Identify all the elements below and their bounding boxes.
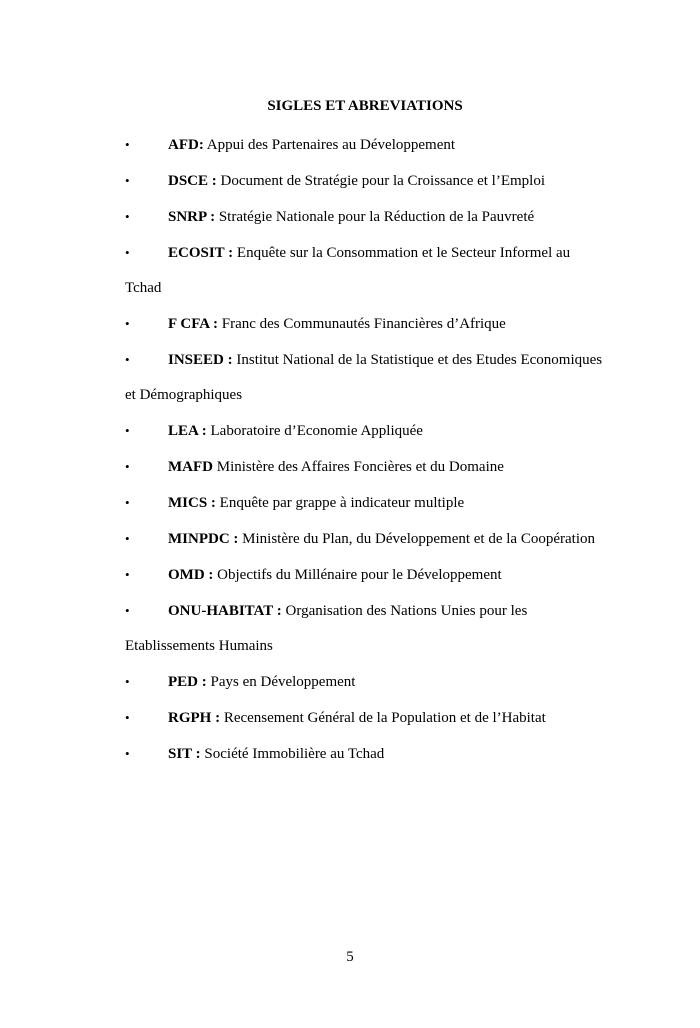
abbreviation-definition: Enquête sur la Consommation et le Secteur Informel au Tchad [125,245,571,296]
bullet-marker: • [125,495,130,510]
abbreviation-definition: Ministère des Affaires Foncières et du Domaine [216,459,504,475]
abbreviation-definition: Objectifs du Millénaire pour le Développement [217,567,502,583]
abbreviation-entry [125,199,605,235]
bullet-marker: • [125,352,130,367]
abbreviation-definition: Pays en Développement [210,674,356,690]
page-title: SIGLES ET ABREVIATIONS [267,98,463,114]
abbreviation-term: SNRP : [168,209,216,225]
bullet-marker: • [125,603,130,618]
abbreviation-entry [125,163,605,199]
abbreviation-term: INSEED : [168,352,233,368]
abbreviation-entry [125,306,605,342]
abbreviation-entry [125,127,605,163]
abbreviation-term: MAFD [168,459,213,475]
abbreviation-entry [125,413,605,449]
page-content [125,96,605,772]
abbreviation-term: MINPDC : [168,531,239,547]
abbreviation-definition: Recensement Général de la Population et de l’Habitat [223,710,546,726]
abbreviation-entry [125,736,605,772]
abbreviation-term: OMD : [168,567,214,583]
abbreviation-definition: Société Immobilière au Tchad [204,746,385,762]
abbreviation-term: F CFA : [168,316,218,332]
bullet-marker: • [125,710,130,725]
abbreviation-entry [125,557,605,593]
abbreviation-definition: Document de Stratégie pour la Croissance et l’Emploi [220,173,546,189]
bullet-marker: • [125,567,130,582]
abbreviation-term: ECOSIT : [168,245,234,261]
bullet-marker: • [125,245,130,260]
page-number: 5 [346,949,354,965]
abbreviation-definition: Institut National de la Statistique et des Etudes Economiques et Démographiques [125,352,603,403]
abbreviation-term: AFD: [168,137,204,153]
abbreviation-list [125,127,605,772]
abbreviation-entry [125,485,605,521]
abbreviation-term: PED : [168,674,207,690]
bullet-marker: • [125,674,130,689]
abbreviation-definition: Enquête par grappe à indicateur multiple [219,495,465,511]
abbreviation-entry [125,449,605,485]
bullet-marker: • [125,746,130,761]
abbreviation-entry [125,235,605,306]
abbreviation-entry [125,521,605,557]
abbreviation-term: DSCE : [168,173,217,189]
bullet-marker: • [125,316,130,331]
abbreviation-definition: Laboratoire d’Economie Appliquée [210,423,423,439]
abbreviation-term: MICS : [168,495,216,511]
abbreviation-term: LEA : [168,423,207,439]
abbreviation-definition: Appui des Partenaires au Développement [206,137,456,153]
bullet-marker: • [125,173,130,188]
abbreviation-term: ONU-HABITAT : [168,603,282,619]
bullet-marker: • [125,209,130,224]
bullet-marker: • [125,423,130,438]
bullet-marker: • [125,531,130,546]
abbreviation-definition: Stratégie Nationale pour la Réduction de la Pauvreté [218,209,535,225]
abbreviation-definition: Franc des Communautés Financières d’Afrique [221,316,506,332]
abbreviation-entry [125,700,605,736]
abbreviation-entry [125,664,605,700]
bullet-marker: • [125,459,130,474]
abbreviation-term: RGPH : [168,710,221,726]
abbreviation-entry [125,342,605,413]
abbreviation-entry [125,593,605,664]
bullet-marker: • [125,137,130,152]
abbreviation-definition: Organisation des Nations Unies pour les Etablissements Humains [125,603,528,654]
abbreviation-definition: Ministère du Plan, du Développement et de la Coopération [242,531,595,547]
abbreviation-term: SIT : [168,746,201,762]
